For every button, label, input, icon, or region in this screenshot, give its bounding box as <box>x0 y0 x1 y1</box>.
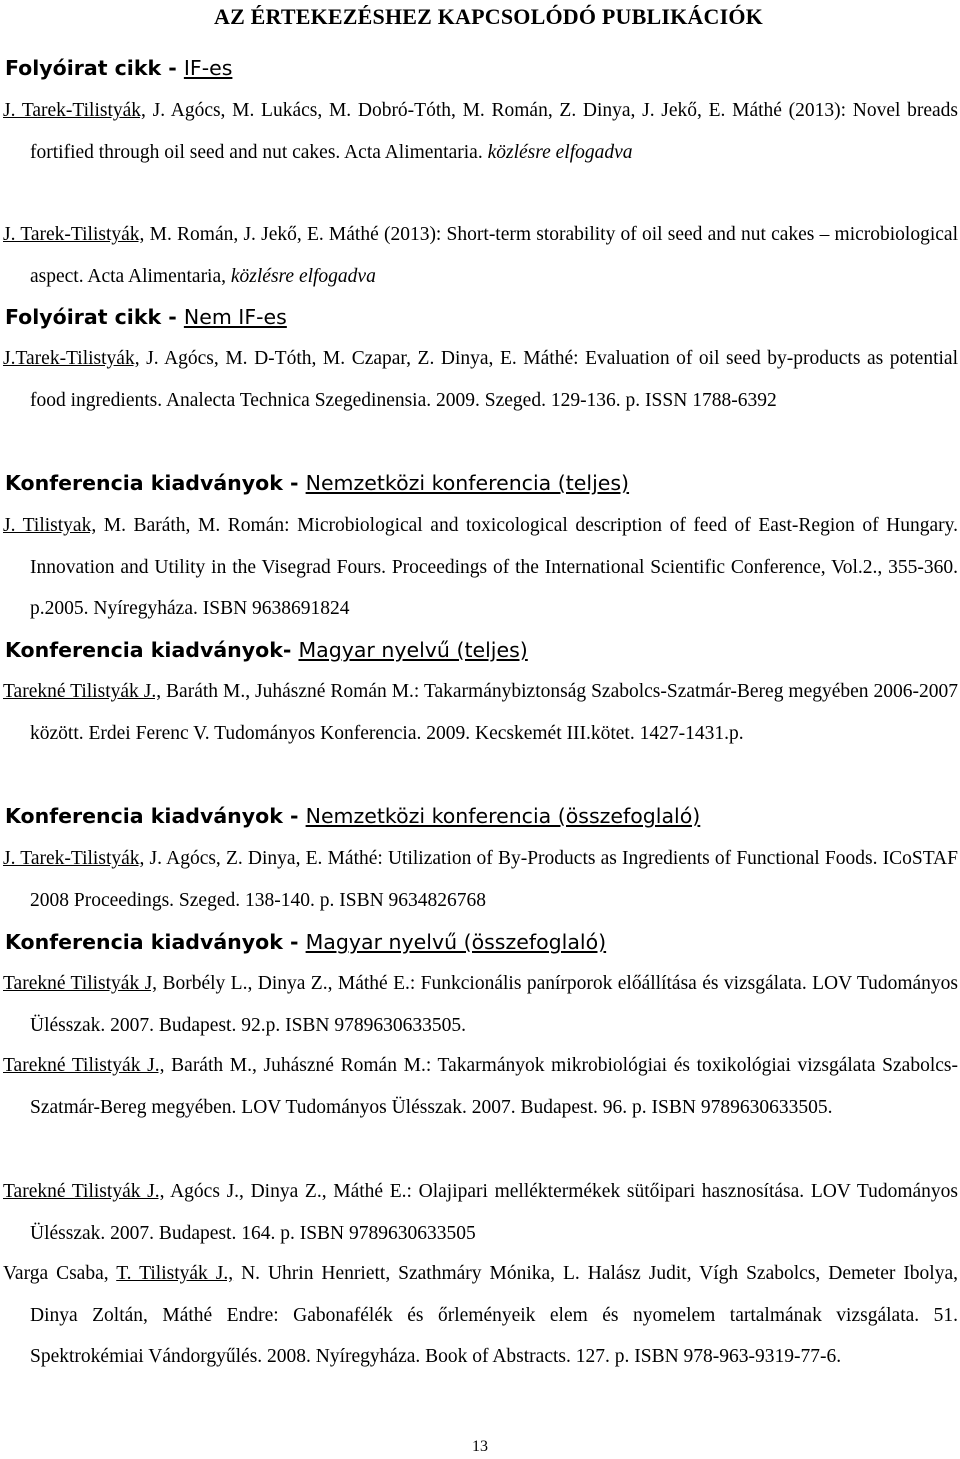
author-name: J. Tarek-Tilistyák, <box>3 848 145 869</box>
publication-entry: Varga Csaba, T. Tilistyák J., N. Uhrin Henriett, Szathmáry Mónika, L. Halász Judit, Vígh Szabolcs, Demeter Ibolya, Dinya Zoltán, Máthé Endre: Gabonafélék és őrleményeik elem és nyomelem tartalmának vizsgálata. 51. Spektrokémiai Vándorgyűlés. 2008. Nyíregyháza. Book of Abstracts. 127. p. ISBN 978-963-9319-77-6. <box>3 1263 959 1367</box>
section-heading-intl-abstract: Konferencia kiadványok - Nemzetközi konferencia (összefoglaló) <box>5 804 701 828</box>
author-name: Tarekné Tilistyák J, <box>3 973 158 994</box>
section-link-non-if[interactable]: Nem IF-es <box>183 305 287 329</box>
author-name: Tarekné Tilistyák J., <box>3 681 162 702</box>
publication-entry: J. Tarek-Tilistyák, M. Román, J. Jekő, E. Máthé (2013): Short-term storability of oil seed and nut cakes – microbiological aspect. Acta Alimentaria, közlésre elfogadva <box>3 224 958 287</box>
author-name: J. Tarek-Tilistyák, <box>3 224 145 245</box>
publication-entry: J. Tilistyak, M. Baráth, M. Román: Microbiological and toxicological description of feed of East-Region of Hungary. Innovation and Utility in the Visegrad Fours. Proceedings of the International Scientific Conference, Vol.2., 355-360. p.2005. Nyíregyháza. ISBN 9638691824 <box>3 515 958 619</box>
section-heading-intl-full: Konferencia kiadványok - Nemzetközi konferencia (teljes) <box>5 471 630 495</box>
author-name: Tarekné Tilistyák J., <box>3 1181 165 1202</box>
author-name: J. Tarek-Tilistyák, <box>3 100 146 121</box>
section-link-intl-full[interactable]: Nemzetközi konferencia (teljes) <box>305 471 630 495</box>
publication-entry: Tarekné Tilistyák J., Baráth M., Juhászné Román M.: Takarmányok mikrobiológiai és toxikológiai vizsgálata Szabolcs-Szatmár-Bereg megyében. LOV Tudományos Ülésszak. 2007. Budapest. 96. p. ISBN 9789630633505. <box>3 1055 958 1118</box>
author-name: Tarekné Tilistyák J., <box>3 1055 165 1076</box>
publication-entry: J. Tarek-Tilistyák, J. Agócs, M. Lukács, M. Dobró-Tóth, M. Román, Z. Dinya, J. Jekő, E. Máthé (2013): Novel breads fortified through oil seed and nut cakes. Acta Alimentaria. közlésre elfogadva <box>3 100 958 163</box>
author-name: J. Tilistyak, <box>3 515 97 536</box>
section-link-if[interactable]: IF-es <box>183 56 233 80</box>
section-heading-hu-full: Konferencia kiadványok- Magyar nyelvű (teljes) <box>5 638 528 662</box>
section-heading-if: Folyóirat cikk - IF-es <box>5 56 233 80</box>
publication-entry: Tarekné Tilistyák J., Agócs J., Dinya Z., Máthé E.: Olajipari melléktermékek sütőipari hasznosítása. LOV Tudományos Ülésszak. 2007. Budapest. 164. p. ISBN 9789630633505 <box>3 1181 958 1244</box>
publication-entry: J. Tarek-Tilistyák, J. Agócs, Z. Dinya, E. Máthé: Utilization of By-Products as Ingredients of Functional Foods. ICoSTAF 2008 Proceedings. Szeged. 138-140. p. ISBN 9634826768 <box>3 848 958 911</box>
section-link-hu-abstract[interactable]: Magyar nyelvű (összefoglaló) <box>305 930 607 954</box>
publication-entry: Tarekné Tilistyák J., Baráth M., Juhászné Román M.: Takarmánybiztonság Szabolcs-Szatmár-Bereg megyében 2006-2007 között. Erdei Ferenc V. Tudományos Konferencia. 2009. Kecskemét III.kötet. 1427-1431.p. <box>3 681 959 744</box>
publication-entry: Tarekné Tilistyák J, Borbély L., Dinya Z., Máthé E.: Funkcionális panírporok előállítása és vizsgálata. LOV Tudományos Ülésszak. 2007. Budapest. 92.p. ISBN 9789630633505. <box>3 973 958 1036</box>
page-number: 13 <box>472 1438 488 1455</box>
author-name: J.Tarek-Tilistyák, <box>3 348 140 369</box>
section-link-hu-full[interactable]: Magyar nyelvű (teljes) <box>298 638 528 662</box>
section-heading-non-if: Folyóirat cikk - Nem IF-es <box>5 305 287 329</box>
section-heading-hu-abstract: Konferencia kiadványok - Magyar nyelvű (összefoglaló) <box>5 930 607 954</box>
publication-entry: J.Tarek-Tilistyák, J. Agócs, M. D-Tóth, M. Czapar, Z. Dinya, E. Máthé: Evaluation of oil seed by-products as potential food ingredients. Analecta Technica Szegedinensia. 2009. Szeged. 129-136. p. ISSN 1788-6392 <box>3 348 958 411</box>
page-title: AZ ÉRTEKEZÉSHEZ KAPCSOLÓDÓ PUBLIKÁCIÓK <box>214 4 763 29</box>
section-link-intl-abstract[interactable]: Nemzetközi konferencia (összefoglaló) <box>305 804 701 828</box>
author-name: T. Tilistyák J., <box>116 1263 234 1284</box>
